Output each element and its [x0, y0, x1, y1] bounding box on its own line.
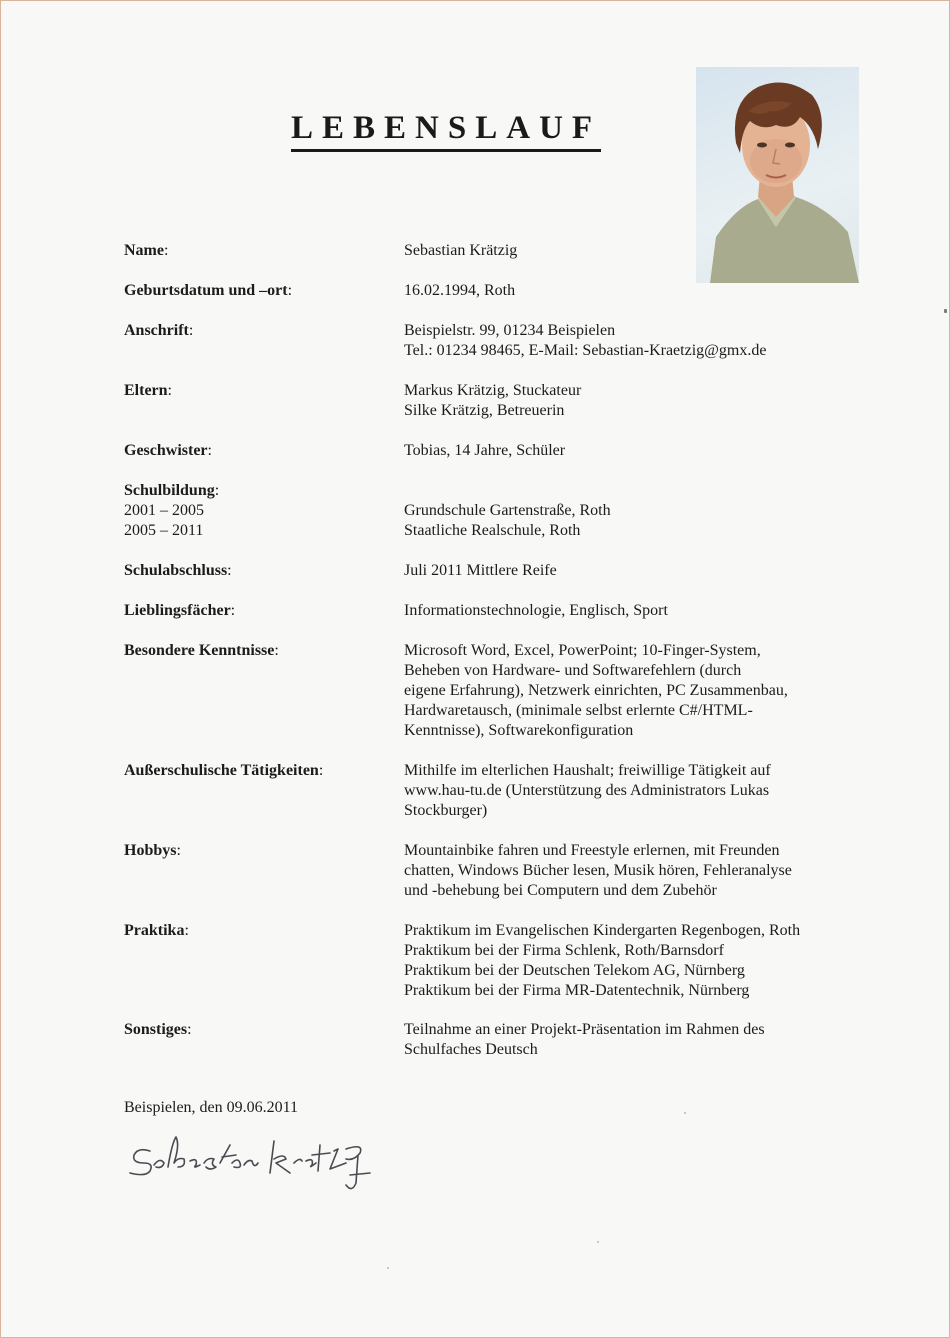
row-value-line: Praktikum bei der Firma Schlenk, Roth/Barnsdorf	[404, 942, 724, 959]
row-label-suffix: :	[318, 762, 324, 779]
row-label-suffix: :	[184, 922, 189, 939]
row-value-line: Hardwaretausch, (minimale selbst erlernte C#/HTML-	[404, 702, 753, 719]
row-label: Eltern	[124, 382, 168, 399]
row-label-suffix: :	[287, 282, 293, 299]
row-label: Lieblingsfächer	[124, 602, 231, 619]
row-label-suffix: :	[274, 642, 279, 659]
row-label: Schulabschluss	[124, 562, 228, 579]
row-value-line: www.hau-tu.de (Unterstützung des Administrators Lukas	[404, 782, 770, 799]
row-label-suffix: :	[227, 562, 232, 579]
row-value-line: Tobias, 14 Jahre, Schüler	[404, 442, 566, 459]
row-label: Besondere Kenntnisse	[124, 642, 275, 659]
row-value-line: Kenntnisse), Softwarekonfiguration	[404, 722, 634, 739]
place-and-date: Beispielen, den 09.06.2011	[124, 1099, 299, 1116]
row-value-line: Beheben von Hardware- und Softwarefehlern (durch	[404, 662, 742, 679]
row-value-line: eigene Erfahrung), Netzwerk einrichten, PC Zusammenbau,	[404, 682, 788, 699]
row-label-suffix: :	[207, 442, 212, 459]
row-label: Anschrift	[124, 322, 189, 339]
row-value-line: Teilnahme an einer Projekt-Präsentation im Rahmen des	[404, 1021, 765, 1038]
row-label-suffix: :	[230, 602, 236, 619]
row-value-line: Markus Krätzig, Stuckateur	[404, 382, 582, 399]
row-label: Name	[124, 242, 164, 259]
row-value-line: Beispielstr. 99, 01234 Beispielen	[404, 322, 616, 339]
row-sublabel: 2005 – 2011	[124, 522, 204, 539]
row-label: Praktika	[124, 922, 185, 939]
row-label-suffix: :	[163, 242, 169, 259]
row-label-suffix: :	[176, 842, 181, 859]
row-value-line: chatten, Windows Bücher lesen, Musik hören, Fehleranalyse	[404, 862, 792, 879]
row-label: Geschwister	[124, 442, 208, 459]
handwritten-signature	[124, 1123, 384, 1213]
row-value-line: 16.02.1994, Roth	[404, 282, 516, 299]
row-sublabel: 2001 – 2005	[124, 502, 204, 519]
row-value-line: Schulfaches Deutsch	[404, 1041, 538, 1058]
page-title: LEBENSLAUF	[291, 109, 601, 152]
row-value-line: Microsoft Word, Excel, PowerPoint; 10-Finger-System,	[404, 642, 761, 659]
row-label-suffix: :	[167, 382, 172, 399]
row-value-line: Mountainbike fahren und Freestyle erlernen, mit Freunden	[404, 842, 780, 859]
row-label-suffix: :	[187, 1021, 192, 1038]
row-value-line: Staatliche Realschule, Roth	[404, 522, 581, 539]
row-label: Geburtsdatum und –ort	[124, 282, 288, 299]
row-value-line: Juli 2011 Mittlere Reife	[404, 562, 557, 579]
row-value-line: Tel.: 01234 98465, E-Mail: Sebastian-Kraetzig@gmx.de	[404, 342, 767, 359]
row-value-line: Praktikum bei der Firma MR-Datentechnik, Nürnberg	[404, 982, 750, 999]
row-value-line: Praktikum im Evangelischen Kindergarten Regenbogen, Roth	[404, 922, 801, 939]
row-label-suffix: :	[188, 322, 194, 339]
row-label: Außerschulische Tätigkeiten	[124, 762, 319, 779]
row-value-line: und -behebung bei Computern und dem Zubehör	[404, 882, 717, 899]
row-value-line: Silke Krätzig, Betreuerin	[404, 402, 565, 419]
row-value-line: Grundschule Gartenstraße, Roth	[404, 502, 611, 519]
row-value-line: Stockburger)	[404, 802, 488, 819]
row-value-line: Praktikum bei der Deutschen Telekom AG, Nürnberg	[404, 962, 745, 979]
row-value-line: Informationstechnologie, Englisch, Sport	[404, 602, 668, 619]
row-label: Schulbildung	[124, 482, 215, 499]
row-label: Hobbys	[124, 842, 177, 859]
row-value-line: Sebastian Krätzig	[404, 242, 518, 259]
row-label-suffix: :	[214, 482, 220, 499]
row-value-line	[404, 481, 854, 501]
row-value-line: Mithilfe im elterlichen Haushalt; freiwillige Tätigkeit auf	[404, 762, 771, 779]
row-label: Sonstiges	[124, 1021, 188, 1038]
